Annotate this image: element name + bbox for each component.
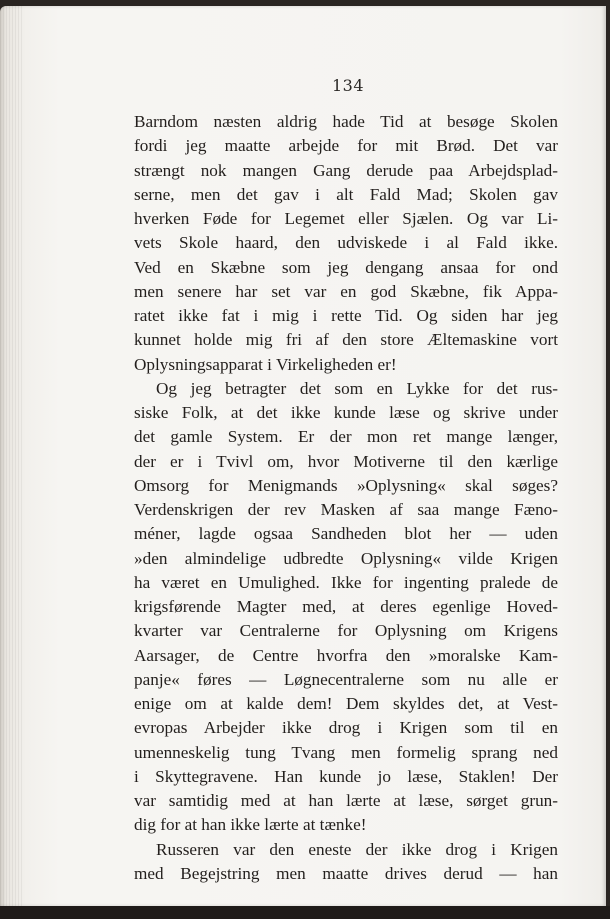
- text-line: hverken Føde for Legemet eller Sjælen. Og var Li-: [134, 209, 558, 228]
- text-line: Russeren var den eneste der ikke drog i Krigen: [156, 839, 558, 859]
- text-line: evropas Arbejder ikke drog i Krigen som til en: [134, 718, 558, 738]
- text-line: enige om at kalde dem! Dem skyldes det, at Vest-: [134, 694, 558, 713]
- text-line: »den almindelige udbredte Oplysning« vilde Krigen: [134, 548, 558, 568]
- text-line: Verdenskrigen der rev Masken af saa mange Fæno-: [134, 500, 558, 519]
- text-line: krigsførende Magter med, at deres egenlige Hoved-: [134, 597, 558, 616]
- text-line: fordi jeg maatte arbejde for mit Brød. Det var: [134, 136, 558, 156]
- text-line: serne, men det gav i alt Fald Mad; Skolen gav: [134, 184, 558, 204]
- text-line: vets Skole haard, den udviskede i al Fald ikke.: [134, 233, 558, 253]
- text-line: Aarsager, de Centre hvorfra den »moralske Kam-: [134, 645, 558, 665]
- text-line: med Begejstring men maatte drives derud — han: [134, 863, 558, 883]
- scan-border: [0, 906, 610, 919]
- text-line: Oplysningsapparat i Virkeligheden er!: [134, 354, 397, 374]
- text-line: ha været en Umulighed. Ikke for ingenting pralede de: [134, 572, 558, 592]
- text-line: var samtidig med at han lærte at læse, sørget grun-: [134, 791, 558, 810]
- text-line: méner, lagde ogsaa Sandheden blot her — uden: [134, 524, 558, 544]
- text-line: panje« føres — Løgnecentralerne som nu alle er: [134, 669, 558, 689]
- book-page: [0, 6, 606, 906]
- text-line: siske Folk, at det ikke kunde læse og skrive under: [134, 403, 558, 422]
- text-line: ratet ikke fat i mig i rette Tid. Og siden har jeg: [134, 306, 558, 325]
- page-number: 134: [331, 76, 365, 95]
- body-text: [134, 110, 558, 886]
- text-line: der er i Tvivl om, hvor Motiverne til den kærlige: [134, 451, 558, 471]
- text-line: Omsorg for Menigmands »Oplysning« skal søges?: [134, 475, 558, 495]
- text-line: umenneskelig tung Tvang men formelig sprang ned: [134, 742, 558, 762]
- text-line: Barndom næsten aldrig hade Tid at besøge Skolen: [134, 112, 558, 131]
- text-line: men senere har set var en god Skæbne, fik Appa-: [134, 281, 558, 301]
- text-line: Ved en Skæbne som jeg dengang ansaa for ond: [134, 257, 558, 277]
- text-line: det gamle System. Er der mon ret mange længer,: [134, 427, 558, 447]
- text-line: kunnet holde mig fri af den store Æltemaskine vort: [134, 330, 558, 350]
- text-line: Og jeg betragter det som en Lykke for det rus-: [156, 378, 558, 398]
- text-line: i Skyttegravene. Han kunde jo læse, Staklen! Der: [134, 766, 558, 786]
- text-line: strængt nok mangen Gang derude paa Arbejdsplad-: [134, 160, 558, 180]
- page-edge: [0, 6, 22, 906]
- text-line: kvarter var Centralerne for Oplysning om Krigens: [134, 621, 558, 641]
- text-line: dig for at han ikke lærte at tænke!: [134, 815, 367, 835]
